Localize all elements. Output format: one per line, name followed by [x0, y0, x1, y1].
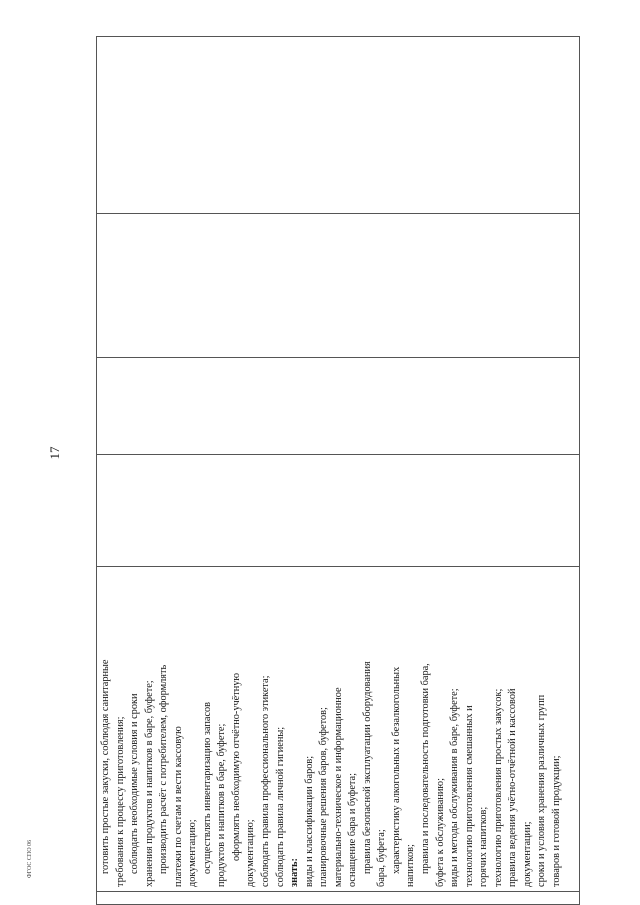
rotated-page [96, 37, 580, 905]
text-line: соблюдать правила личной гигиены; [274, 726, 286, 887]
empty-cell [97, 358, 580, 455]
text-line: виды и классификации баров; [303, 755, 315, 887]
text-line: продуктов и напитков в баре, буфете; [216, 723, 228, 887]
text-line: требования к процессу приготовления; [114, 716, 126, 887]
text-line: технологию приготовления простых закусок; [492, 688, 504, 887]
text-line: технологию приготовления смешанных и [463, 705, 475, 887]
text-line: хранения продуктов и напитков в баре, буфете; [143, 680, 155, 887]
text-line: планировочные решения баров, буфетов; [318, 707, 330, 887]
text-line: горячих напитков; [478, 806, 490, 887]
text-line: осуществлять инвентаризацию запасов [201, 701, 213, 874]
text-line: оснащение бара и буфета; [347, 773, 359, 887]
footer-code: ФГОС СПО 06 [27, 839, 33, 879]
text-line: платежи по счетам и вести кассовую [172, 726, 184, 887]
text-line: соблюдать правила профессионального этикета; [260, 675, 272, 887]
text-line: правила и последовательность подготовки бара, [420, 663, 432, 874]
text-line: документацию; [187, 819, 199, 887]
empty-cell [97, 214, 580, 358]
page-number: 17 [47, 446, 62, 460]
skills-knowledge-text [97, 567, 565, 891]
text-line: товаров и готовой продукции; [550, 755, 562, 887]
empty-cell [97, 37, 580, 214]
text-line: документации; [521, 821, 533, 887]
competency-table [96, 36, 580, 905]
text-line: документацию; [245, 819, 257, 887]
text-line: правила безопасной эксплуатации оборудования [361, 661, 373, 874]
row-number-cell [97, 892, 580, 905]
text-line: бара, буфета; [376, 829, 388, 887]
text-line: правила ведения учётно-отчётной и кассовой [507, 688, 519, 887]
text-line: сроки и условия хранения различных групп [536, 694, 548, 887]
text-line: соблюдать необходимые условия и сроки [129, 693, 141, 874]
text-line: буфета к обслуживанию; [434, 778, 446, 887]
text-line: знать: [289, 858, 301, 887]
text-line: оформлять необходимую отчётно-учётную [230, 672, 242, 861]
text-line: напитков; [405, 844, 417, 887]
text-line: готовить простые закуски, соблюдая санитарные [100, 659, 111, 874]
text-line: материально-техническое и информационное [332, 687, 344, 887]
text-line: производить расчёт с потребителем, оформлять [158, 664, 170, 874]
empty-cell [97, 455, 580, 567]
skills-knowledge-cell [97, 567, 580, 892]
text-line: виды и методы обслуживания в баре, буфете; [449, 688, 461, 887]
text-line: характеристику алкогольных и безалкогольных [390, 666, 402, 874]
